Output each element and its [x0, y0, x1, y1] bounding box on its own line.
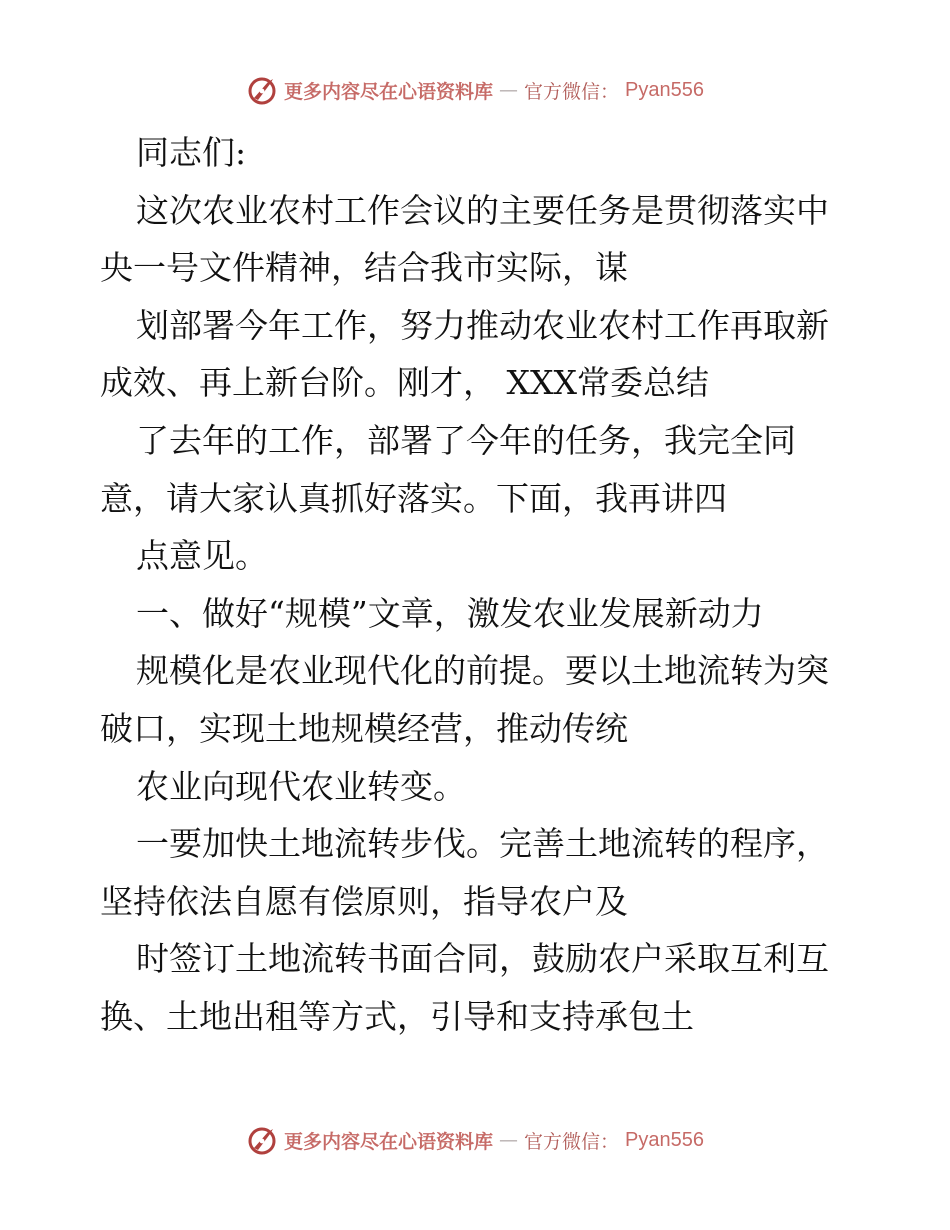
watermark-separator: — — [499, 1129, 519, 1151]
text-line: 央一号文件精神，结合我市实际，谋 — [100, 248, 628, 288]
text-line: 意，请大家认真抓好落实。下面，我再讲四 — [100, 478, 727, 518]
watermark-account-label: 官方微信： — [524, 1130, 620, 1153]
footer-watermark — [0, 1120, 950, 1160]
text-line: 了去年的工作，部署了今年的任务，我完全同 — [136, 420, 796, 460]
text-line: 这次农业农村工作会议的主要任务是贯彻落实中 — [136, 190, 829, 230]
pen-nib-logo-icon — [246, 1124, 278, 1156]
pen-nib-logo-icon — [246, 74, 278, 106]
text-line: 时签订土地流转书面合同，鼓励农户采取互利互 — [136, 939, 829, 979]
text-line: 同志们: — [136, 133, 247, 172]
text-line: 一要加快土地流转步伐。完善土地流转的程序， — [136, 824, 829, 864]
text-line: 坚持依法自愿有偿原则，指导农户及 — [100, 881, 628, 921]
watermark-brand-text: 更多内容尽在心语资料库 — [284, 1130, 494, 1153]
text-line: 破口，实现土地规模经营，推动传统 — [100, 708, 628, 748]
text-line: 规模化是农业现代化的前提。要以土地流转为突 — [136, 651, 829, 691]
text-line: 农业向现代农业转变。 — [136, 766, 466, 806]
header-watermark — [0, 70, 950, 110]
watermark-account-id: Pyan556 — [625, 1128, 704, 1151]
text-line: 换、土地出租等方式，引导和支持承包土 — [100, 996, 694, 1036]
text-line: 成效、再上新台阶。刚才， XXX常委总结 — [100, 363, 709, 403]
watermark-account-id: Pyan556 — [625, 78, 704, 101]
text-line: 划部署今年工作，努力推动农业农村工作再取新 — [136, 305, 829, 345]
section-heading: 一、做好“规模”文章，激发农业发展新动力 — [136, 593, 764, 633]
text-line: 点意见。 — [136, 536, 268, 576]
watermark-account-label: 官方微信： — [524, 80, 620, 103]
document-body — [100, 124, 860, 1046]
watermark-separator: — — [499, 79, 519, 101]
watermark-brand-text: 更多内容尽在心语资料库 — [284, 80, 494, 103]
